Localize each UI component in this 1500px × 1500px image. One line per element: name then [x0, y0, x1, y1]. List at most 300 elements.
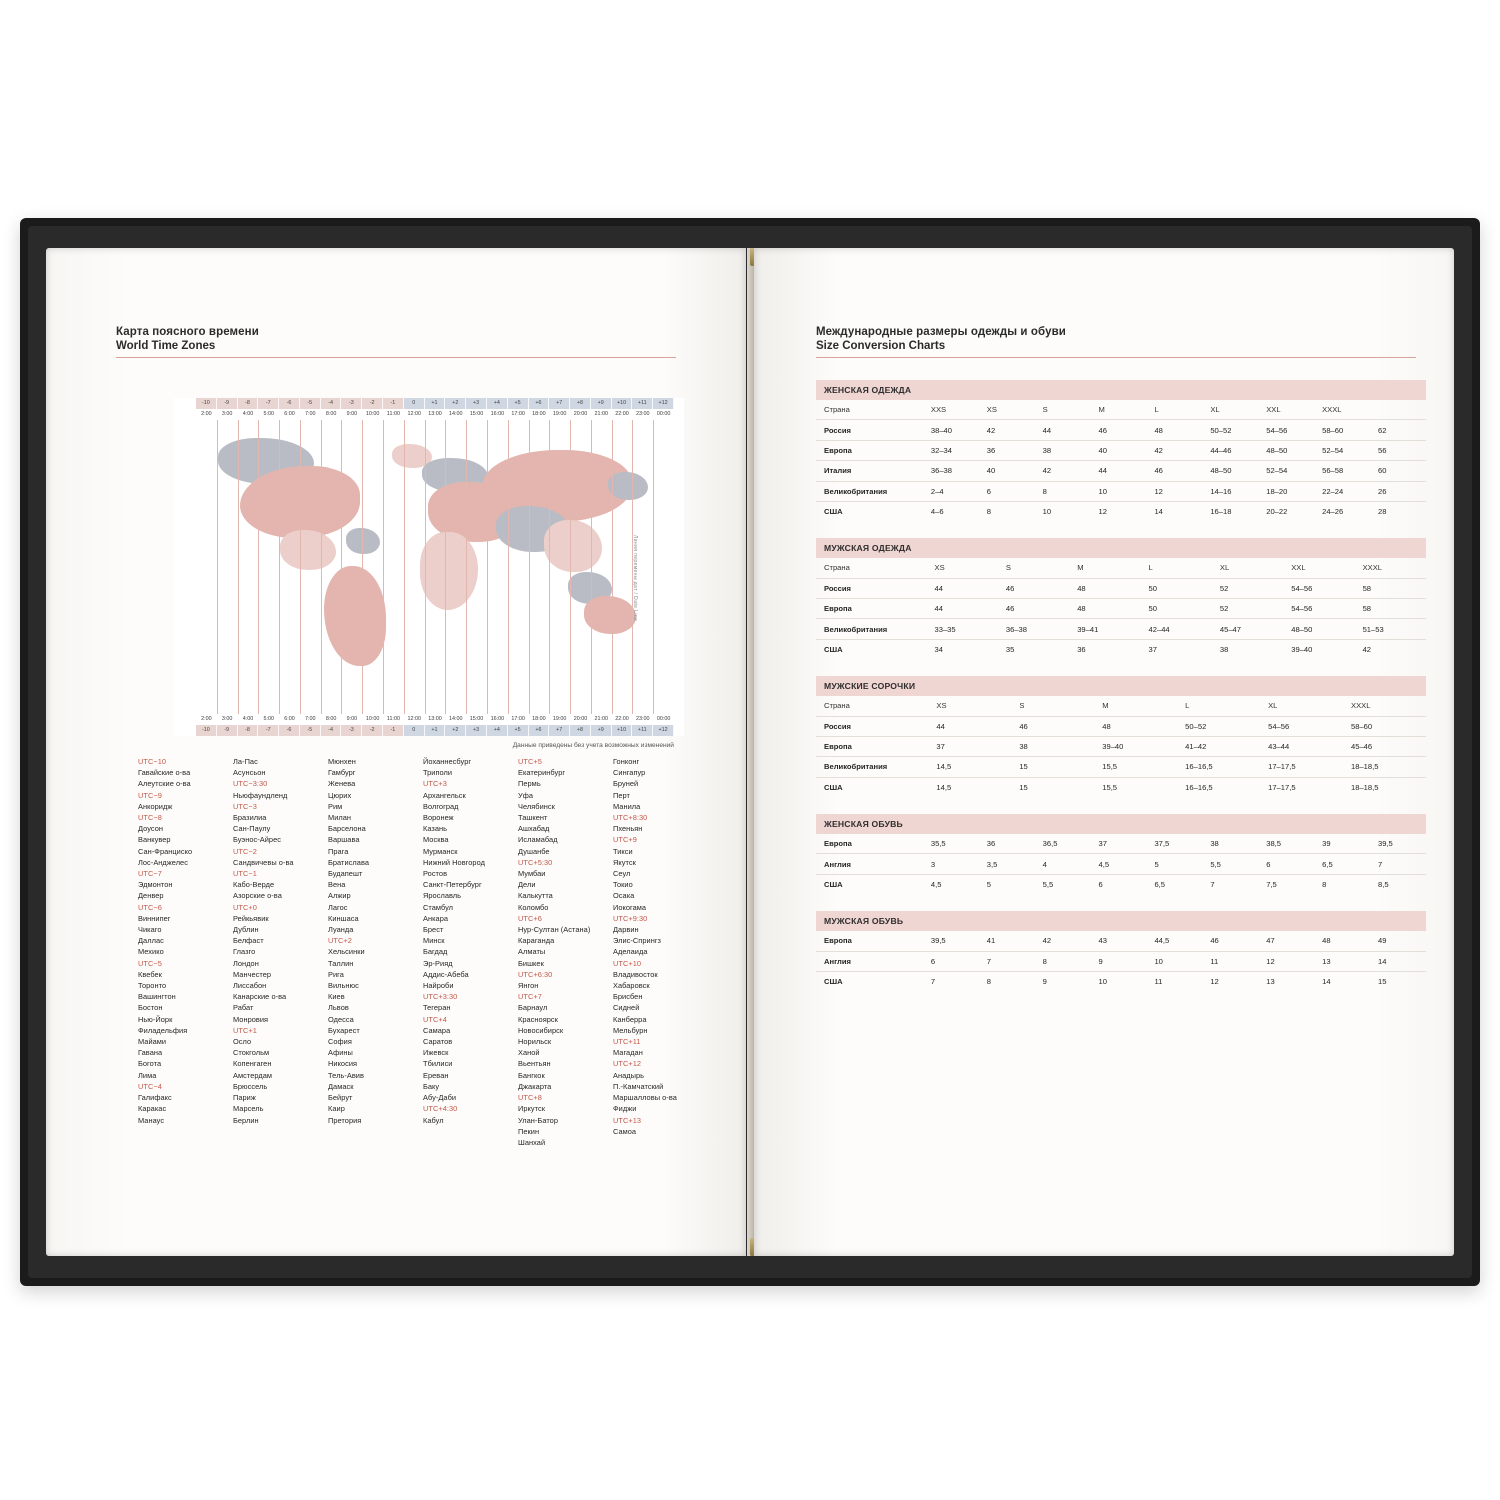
city-name: Алматы: [518, 947, 546, 957]
table-cell: 40: [979, 461, 1035, 481]
city-name: Дели: [518, 880, 536, 890]
city-name: Маршалловы о-ва: [613, 1093, 677, 1103]
utc-offset-label: UTC+7: [518, 992, 542, 1002]
table-row: [816, 716, 1426, 736]
table-row-label: Англия: [816, 854, 923, 874]
timezone-stripe: [632, 420, 633, 714]
table-cell: 14,5: [936, 782, 952, 792]
tz-hour-cell: 2:00: [196, 409, 217, 420]
tz-hours-top: [196, 409, 674, 420]
city-name: Гонконг: [613, 757, 640, 766]
city-name: Кабо-Верде: [233, 880, 275, 890]
utc-offset-label: UTC+1: [233, 1025, 257, 1035]
city-name: Анкоридж: [138, 801, 173, 811]
utc-offset-label: UTC−5: [138, 958, 162, 968]
table-row-label: США: [824, 507, 843, 517]
city-name: Филадельфия: [138, 1025, 188, 1035]
table-cell: 45–46: [1343, 736, 1426, 756]
tz-hour-cell: 22:00: [612, 409, 633, 420]
tz-hour-cell: 11:00: [383, 714, 404, 725]
table-cell: 26: [1370, 481, 1426, 501]
city-name: Эдмонтон: [138, 880, 173, 890]
table-cell: 48: [1314, 931, 1370, 951]
table-row: [816, 619, 1426, 639]
tz-hour-cell: 4:00: [238, 409, 259, 420]
table-cell: 50–52: [1202, 420, 1258, 440]
table-cell: 8: [1035, 481, 1091, 501]
utc-offset-label: UTC+9: [613, 835, 637, 845]
city-name: Лагос: [328, 902, 348, 912]
table-cell: 36: [979, 440, 1035, 460]
utc-offset-label: UTC−3: [233, 801, 257, 811]
tz-offset-cell: +3: [466, 398, 487, 409]
tz-offset-cell: -7: [258, 725, 279, 736]
city-name: Дублин: [233, 925, 259, 935]
tz-hour-cell: 15:00: [466, 714, 487, 725]
table-cell: 45–47: [1212, 619, 1283, 639]
tz-hour-cell: 00:00: [653, 714, 674, 725]
table-cell: 10: [1098, 977, 1107, 987]
table-cell: 14: [1370, 951, 1426, 971]
table-cell: 39,5: [1370, 834, 1426, 854]
table-header-cell: XS: [927, 558, 998, 578]
city-name: Бразилиа: [233, 813, 267, 823]
left-page-header: [116, 326, 676, 358]
city-name: Фиджи: [613, 1104, 637, 1114]
city-name: Пхеньян: [613, 824, 643, 834]
city-name: Лос-Анджелес: [138, 857, 188, 867]
table-cell: 40: [1091, 440, 1147, 460]
right-title-en: Size Conversion Charts: [816, 340, 946, 352]
table-cell: 12: [1258, 951, 1314, 971]
table-cell: 44: [928, 716, 1011, 736]
table-header-cell: M: [1091, 400, 1147, 420]
tz-offset-cell: -3: [341, 398, 362, 409]
table-cell: 36,5: [1035, 834, 1091, 854]
table-cell: 44: [1035, 420, 1091, 440]
city-name: Копенгаген: [233, 1059, 272, 1069]
table-cell: 44,5: [1146, 931, 1202, 951]
city-name: Бухарест: [328, 1025, 360, 1035]
table-cell: 48: [1069, 599, 1140, 619]
tz-offset-cell: +12: [653, 725, 674, 736]
city-name: Аделаида: [613, 947, 648, 957]
table-row-label: США: [824, 644, 843, 654]
date-line-label: Линия перемены дат / Date Line: [632, 535, 638, 622]
tz-offset-cell: -1: [383, 725, 404, 736]
city-name: Стамбул: [423, 902, 454, 912]
city-name: Москва: [423, 835, 449, 845]
world-time-zone-map: [174, 398, 684, 749]
table-cell: 6: [1098, 879, 1103, 889]
city-name: Лима: [138, 1070, 157, 1080]
city-name: Бруней: [613, 779, 639, 789]
table-row: [816, 951, 1426, 971]
table-cell: 12: [1210, 977, 1219, 987]
table-cell: 7: [1370, 854, 1426, 874]
city-name: Осака: [613, 891, 635, 901]
table-cell: 48: [1146, 420, 1202, 440]
city-column: [613, 756, 698, 1148]
city-name: Рабат: [233, 1003, 254, 1013]
city-name: Варшава: [328, 835, 360, 845]
table-cell: 58–60: [1343, 716, 1426, 736]
tz-offset-cell: +9: [591, 398, 612, 409]
timezone-stripe: [404, 420, 405, 714]
city-name: Ереван: [423, 1070, 449, 1080]
table-cell: 12: [1098, 507, 1107, 517]
city-name: Иркутск: [518, 1104, 546, 1114]
city-name: Ашхабад: [518, 824, 550, 834]
utc-offset-label: UTC+11: [613, 1037, 641, 1047]
table-cell: 39–40: [1291, 644, 1313, 654]
city-name: Мумбаи: [518, 869, 546, 879]
table-cell: 32–34: [923, 440, 979, 460]
table-header-row: [816, 400, 1426, 420]
utc-offset-label: UTC−1: [233, 869, 257, 879]
tz-offset-cell: -4: [321, 398, 342, 409]
city-name: Ташкент: [518, 813, 548, 823]
city-name: Элис-Спрингз: [613, 936, 661, 946]
tz-hour-cell: 20:00: [570, 714, 591, 725]
city-name: Пермь: [518, 779, 541, 789]
city-name: Дарвин: [613, 925, 639, 935]
tz-offset-cell: +3: [466, 725, 487, 736]
city-name: Виннипег: [138, 913, 171, 923]
timezone-stripe: [341, 420, 342, 714]
table-row: [816, 578, 1426, 598]
utc-offset-label: UTC+10: [613, 958, 642, 968]
table-cell: 46: [1091, 420, 1147, 440]
city-name: Каир: [328, 1104, 345, 1114]
table-cell: 46: [998, 578, 1069, 598]
tz-hour-cell: 17:00: [508, 409, 529, 420]
tz-hour-cell: 14:00: [445, 409, 466, 420]
tz-hour-cell: 2:00: [196, 714, 217, 725]
utc-offset-label: UTC+13: [613, 1115, 642, 1125]
table-cell: 42: [1362, 644, 1372, 654]
city-name: Аддис-Абеба: [423, 969, 469, 979]
city-name: Торонто: [138, 981, 167, 991]
tz-hour-cell: 19:00: [549, 714, 570, 725]
tz-hour-cell: 10:00: [362, 409, 383, 420]
city-name: Алжир: [328, 891, 351, 901]
left-header-rule: [116, 357, 676, 358]
tz-offset-cell: +10: [612, 725, 633, 736]
city-name: София: [328, 1037, 352, 1047]
table-cell: 8: [986, 507, 991, 517]
utc-offset-label: UTC+2: [328, 936, 352, 946]
timezone-stripe: [238, 420, 239, 714]
city-name: П.-Камчатский: [613, 1081, 664, 1091]
table-cell: 15,5: [1094, 757, 1177, 777]
table-row-label: Европа: [816, 834, 923, 854]
city-name: Рейкьявик: [233, 913, 269, 923]
table-cell: 42: [1035, 931, 1091, 951]
table-cell: 46: [1202, 931, 1258, 951]
table-cell: 10: [1146, 951, 1202, 971]
city-name: Галифакс: [138, 1093, 172, 1103]
city-name: Манаус: [138, 1115, 165, 1125]
table-cell: 5,5: [1202, 854, 1258, 874]
table-cell: 52–54: [1314, 440, 1370, 460]
city-name: Майами: [138, 1037, 167, 1047]
city-name: Тбилиси: [423, 1059, 453, 1069]
tz-hour-cell: 18:00: [529, 409, 550, 420]
city-name: Новосибирск: [518, 1025, 564, 1035]
table-cell: 8,5: [1378, 879, 1389, 889]
city-name: Рига: [328, 969, 344, 979]
table-cell: 8: [986, 977, 991, 987]
tz-hour-cell: 10:00: [362, 714, 383, 725]
tz-offset-cell: -8: [238, 725, 259, 736]
tz-offset-cell: -2: [362, 725, 383, 736]
city-name: Бангкок: [518, 1070, 545, 1080]
city-name: Тегеран: [423, 1003, 451, 1013]
city-name: Вена: [328, 880, 346, 890]
city-name: Ростов: [423, 869, 448, 879]
table-header-cell: Страна: [816, 558, 927, 578]
table-cell: 35,5: [923, 834, 979, 854]
timezone-stripe: [445, 420, 446, 714]
table-cell: 50–52: [1177, 716, 1260, 736]
city-name: Доусон: [138, 824, 163, 834]
city-name: Даллас: [138, 936, 164, 946]
tz-hour-cell: 18:00: [529, 714, 550, 725]
table-cell: 37: [1091, 834, 1147, 854]
table-header-cell: S: [1035, 400, 1091, 420]
tz-offset-cell: +5: [508, 725, 529, 736]
tz-offset-cell: -5: [300, 725, 321, 736]
table-header-cell: S: [998, 558, 1069, 578]
table-header-cell: XL: [1260, 696, 1343, 716]
tz-hour-cell: 6:00: [279, 409, 300, 420]
city-name: Кабул: [423, 1115, 444, 1125]
table-cell: 62: [1370, 420, 1426, 440]
timezone-stripe: [217, 420, 218, 714]
table-row-label: Россия: [816, 716, 928, 736]
table-header-cell: Страна: [816, 696, 928, 716]
city-name: Монровия: [233, 1014, 269, 1024]
table-row-label: Великобритания: [816, 757, 928, 777]
table-cell: 3: [923, 854, 979, 874]
city-name: Берлин: [233, 1115, 259, 1125]
city-name: Уфа: [518, 790, 534, 800]
city-name: Хабаровск: [613, 981, 650, 991]
table-cell: 8: [1035, 951, 1091, 971]
timezone-stripe: [425, 420, 426, 714]
table-cell: 5: [986, 879, 991, 889]
tz-offset-cell: +5: [508, 398, 529, 409]
table-cell: 44: [927, 599, 998, 619]
tz-hour-cell: 5:00: [258, 714, 279, 725]
utc-offset-label: UTC+4: [423, 1014, 447, 1024]
table-cell: 28: [1378, 507, 1387, 517]
tz-offset-cell: -8: [238, 398, 259, 409]
table-row: [816, 420, 1426, 440]
city-name: Нижний Новгород: [423, 857, 485, 867]
table-cell: 14–16: [1202, 481, 1258, 501]
city-column: [233, 756, 318, 1148]
city-name: Перт: [613, 790, 630, 800]
table-cell: 48–50: [1258, 440, 1314, 460]
table-header-cell: L: [1141, 558, 1212, 578]
table-row: [816, 461, 1426, 481]
city-name: Прага: [328, 846, 349, 856]
utc-offset-label: UTC+6:30: [518, 969, 553, 979]
city-name: Багдад: [423, 947, 448, 957]
tz-offsets-bottom: [196, 725, 674, 736]
tz-offset-cell: -6: [279, 725, 300, 736]
tz-offset-cell: +1: [425, 725, 446, 736]
table-cell: 6: [1258, 854, 1314, 874]
city-name: Чикаго: [138, 925, 162, 935]
table-cell: 37,5: [1146, 834, 1202, 854]
timezone-stripe: [549, 420, 550, 714]
table-row: [816, 481, 1426, 501]
city-name: Вашингтон: [138, 992, 176, 1002]
table-row: [816, 874, 1426, 894]
utc-offset-label: UTC−4: [138, 1081, 162, 1091]
table-header-cell: S: [1011, 696, 1094, 716]
table-cell: 16–16,5: [1177, 757, 1260, 777]
tz-offset-cell: 0: [404, 725, 425, 736]
tz-offset-cell: +11: [632, 398, 653, 409]
table-header-cell: L: [1177, 696, 1260, 716]
table-row: [816, 777, 1426, 797]
city-name: Волгоград: [423, 801, 459, 811]
table-cell: 7: [979, 951, 1035, 971]
table-cell: 39,5: [923, 931, 979, 951]
size-table-title: ЖЕНСКАЯ ОБУВЬ: [816, 814, 1426, 834]
table-header-cell: M: [1069, 558, 1140, 578]
tz-offset-cell: +11: [632, 725, 653, 736]
city-name: Луанда: [328, 925, 354, 935]
utc-offset-label: UTC+12: [613, 1059, 642, 1069]
city-name: Барселона: [328, 824, 366, 834]
table-cell: 6: [979, 481, 1035, 501]
table-cell: 6: [923, 951, 979, 971]
tz-offset-cell: -3: [341, 725, 362, 736]
table-cell: 10: [1042, 507, 1052, 517]
table-row-label: США: [824, 879, 843, 889]
tz-offset-cell: +12: [653, 398, 674, 409]
tz-offset-cell: -7: [258, 398, 279, 409]
timezone-stripe: [300, 420, 301, 714]
city-name: Париж: [233, 1093, 256, 1103]
table-row: [816, 440, 1426, 460]
left-title-en: World Time Zones: [116, 340, 216, 352]
table-cell: 4,5: [1091, 854, 1147, 874]
table-cell: 42: [1146, 440, 1202, 460]
city-name: Исламабад: [518, 835, 558, 845]
table-cell: 14: [1154, 507, 1163, 517]
table-header-cell: XL: [1212, 558, 1283, 578]
city-name: Иокогама: [613, 902, 647, 912]
table-header-row: [816, 696, 1426, 716]
table-cell: 54–56: [1283, 578, 1354, 598]
table-header-cell: XXXL: [1343, 696, 1426, 716]
table-cell: 20–22: [1266, 507, 1288, 517]
city-name: Абу-Даби: [423, 1093, 457, 1103]
utc-offset-label: UTC−3:30: [233, 779, 268, 789]
utc-offset-label: UTC+0: [233, 902, 257, 912]
city-name: Саратов: [423, 1037, 453, 1047]
city-name: Братислава: [328, 857, 369, 867]
city-name: Лондон: [233, 958, 259, 968]
city-name: Марсель: [233, 1104, 264, 1114]
city-name: Манчестер: [233, 969, 272, 979]
city-name: Ванкувер: [138, 835, 171, 845]
city-name: Челябинск: [518, 801, 555, 811]
table-cell: 6,5: [1314, 854, 1370, 874]
city-name: Канарские о-ва: [233, 992, 287, 1002]
table-cell: 38: [1202, 834, 1258, 854]
city-name: Каракас: [138, 1104, 167, 1114]
table-cell: 13: [1314, 951, 1370, 971]
city-name: Токио: [613, 880, 633, 890]
city-name: Женева: [328, 779, 356, 789]
table-header-cell: XS: [928, 696, 1011, 716]
page-left: [46, 248, 746, 1256]
city-name: Сандвичевы о-ва: [233, 857, 294, 867]
city-name: Ижевск: [423, 1048, 449, 1058]
city-name: Баку: [423, 1081, 440, 1091]
table-cell: 50: [1141, 599, 1212, 619]
table-header-cell: XXXL: [1314, 400, 1370, 420]
city-name: Найроби: [423, 981, 454, 991]
city-name: Одесса: [328, 1014, 354, 1024]
table-row: [816, 501, 1426, 521]
table-cell: 4: [1035, 854, 1091, 874]
table-cell: 14: [1322, 977, 1331, 987]
tz-offset-cell: +1: [425, 398, 446, 409]
tz-offset-cell: +10: [612, 398, 633, 409]
table-header-cell: M: [1094, 696, 1177, 716]
table-cell: 38: [1035, 440, 1091, 460]
timezone-stripe: [466, 420, 467, 714]
city-name: Екатеринбург: [518, 768, 566, 778]
city-name: Ханой: [518, 1048, 540, 1058]
tz-hour-cell: 5:00: [258, 409, 279, 420]
city-name: Сан-Паулу: [233, 824, 271, 834]
utc-offset-label: UTC+5: [518, 757, 542, 766]
table-cell: 54–56: [1283, 599, 1354, 619]
tz-hour-cell: 7:00: [300, 409, 321, 420]
tz-offset-cell: -9: [217, 398, 238, 409]
size-table: [816, 676, 1426, 797]
tz-hour-cell: 9:00: [341, 714, 362, 725]
table-cell: 39–40: [1094, 736, 1177, 756]
tz-offset-cell: +8: [570, 398, 591, 409]
city-name: Мехико: [138, 947, 164, 957]
city-name: Ньюфаундленд: [233, 790, 288, 800]
tz-offset-cell: -1: [383, 398, 404, 409]
table-cell: 7: [930, 977, 936, 987]
table-cell: 11: [1154, 977, 1163, 987]
table-cell: 15: [1378, 977, 1387, 987]
city-name: Йоханнесбург: [423, 757, 472, 766]
table-cell: 42: [979, 420, 1035, 440]
city-column: [423, 756, 508, 1148]
table-cell: 24–26: [1322, 507, 1344, 517]
size-table-title: МУЖСКАЯ ОДЕЖДА: [816, 538, 1426, 558]
table-cell: 54–56: [1260, 716, 1343, 736]
table-row: [816, 736, 1426, 756]
table-row-label: США: [824, 782, 843, 792]
city-name: Янгон: [518, 981, 539, 991]
city-name: Сеул: [613, 869, 631, 879]
